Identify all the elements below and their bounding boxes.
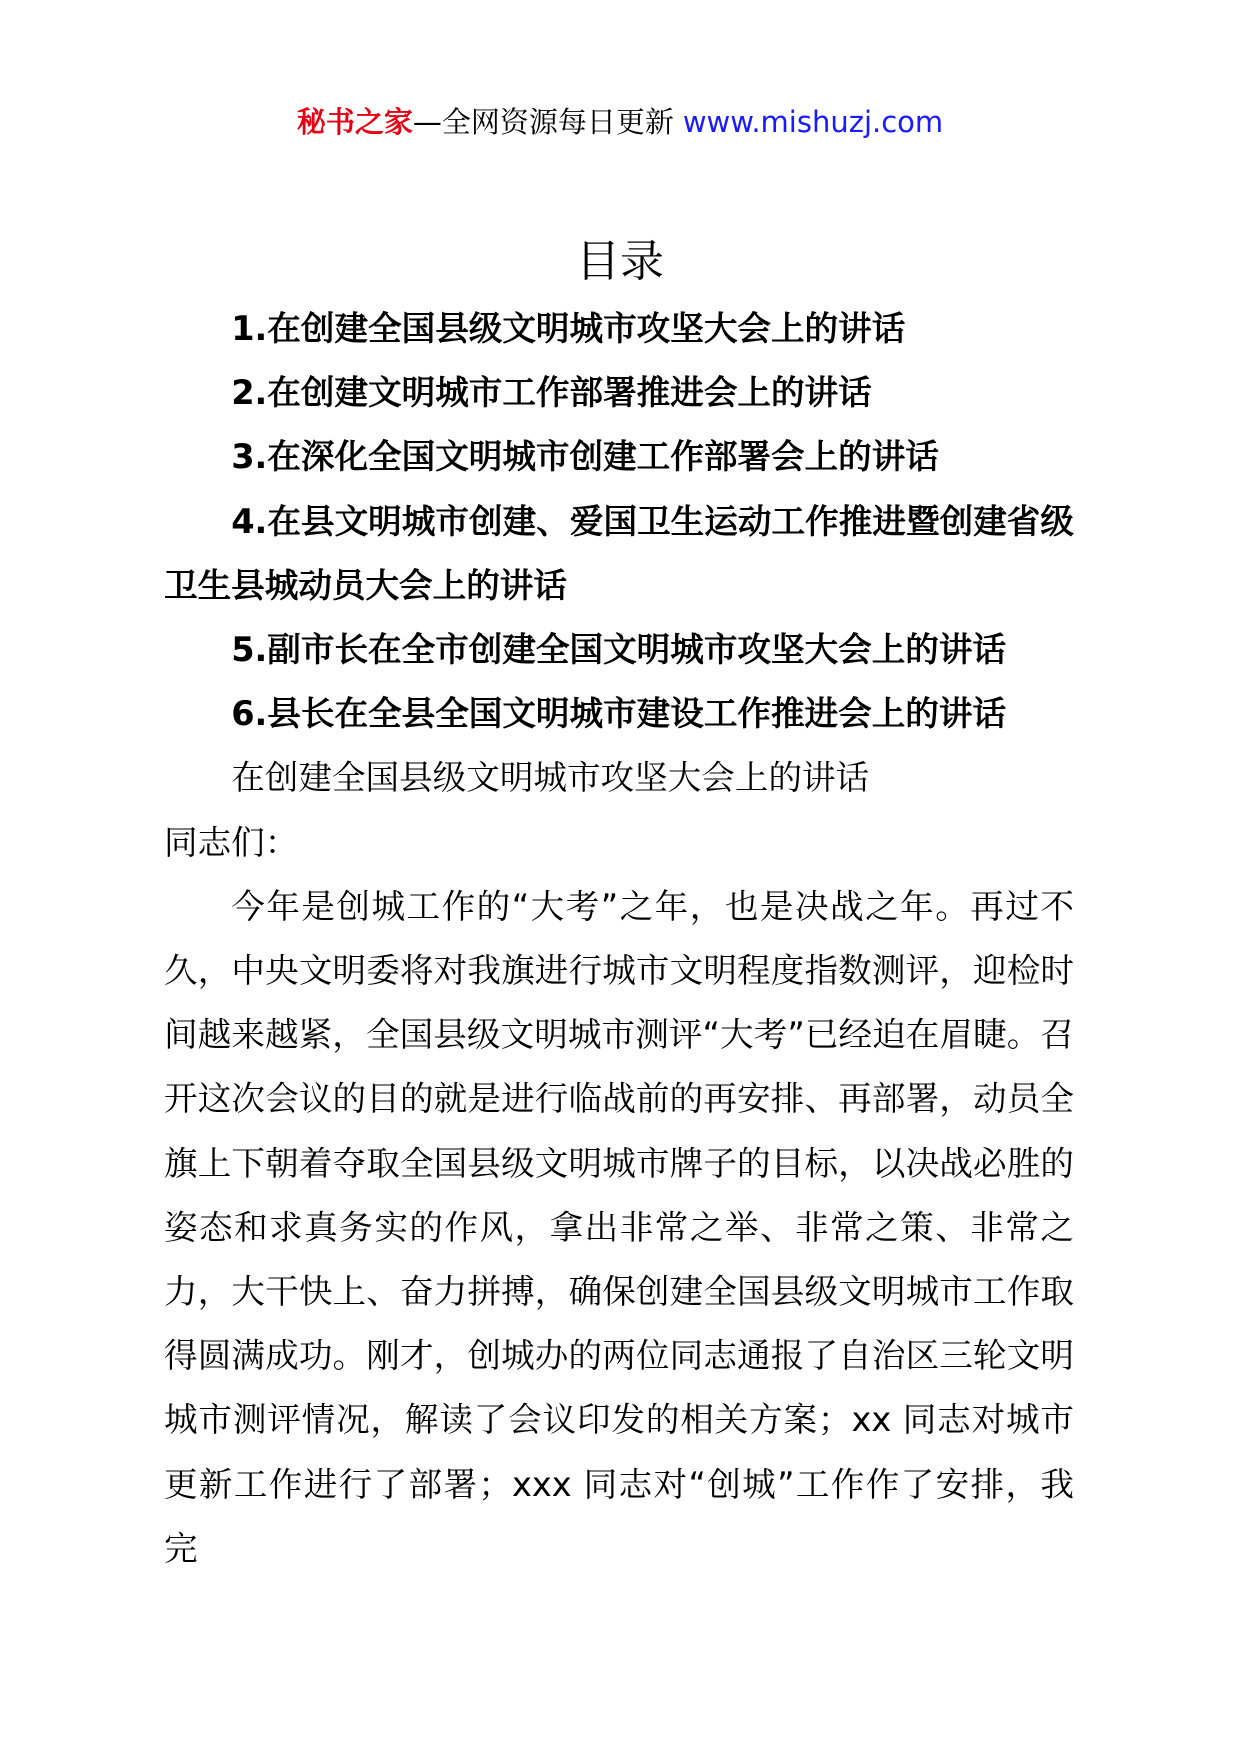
table-of-contents [164, 297, 1074, 746]
speech-salutation: 同志们： [164, 822, 299, 862]
toc-item: 4.在县文明城市创建、爱国卫生运动工作推进暨创建省级卫生县城动员大会上的讲话 [164, 501, 1074, 605]
toc-item: 6.县长在全县全国文明城市建设工作推进会上的讲话 [231, 694, 1007, 734]
toc-title: 目录 [576, 236, 664, 287]
toc-item: 5.副市长在全市创建全国文明城市攻坚大会上的讲话 [231, 630, 1007, 670]
speech-paragraph: 今年是创城工作的“大考”之年，也是决战之年。再过不久，中央文明委将对我旗进行城市文明程度指数测评，迎检时间越来越紧，全国县级文明城市测评“大考”已经迫在眉睫。召开这次会议的目的就是进行临战前的再安排、再部署，动员全旗上下朝着夺取全国县级文明城市牌子的目标，以决战必胜的姿态和求真务实的作风，拿出非常之举、非常之策、非常之力，大干快上、奋力拼搏，确保创建全国县级文明城市工作取得圆满成功。刚才，创城办的两位同志通报了自治区三轮文明城市测评情况，解读了会议印发的相关方案；xx 同志对城市更新工作进行了部署；xxx 同志对“创城”工作作了安排，我完 [164, 886, 1074, 1568]
document-body [164, 297, 1074, 1581]
speech-title: 在创建全国县级文明城市攻坚大会上的讲话 [231, 758, 870, 798]
toc-item: 2.在创建文明城市工作部署推进会上的讲话 [231, 373, 872, 413]
site-header [0, 102, 1240, 142]
toc-item: 3.在深化全国文明城市创建工作部署会上的讲话 [231, 437, 939, 477]
header-tagline: —全网资源每日更新 [412, 105, 674, 139]
toc-item: 1.在创建全国县级文明城市攻坚大会上的讲话 [231, 309, 906, 348]
brand-name: 秘书之家 [296, 105, 413, 139]
site-url-link[interactable]: www.mishuzj.com [682, 105, 944, 139]
